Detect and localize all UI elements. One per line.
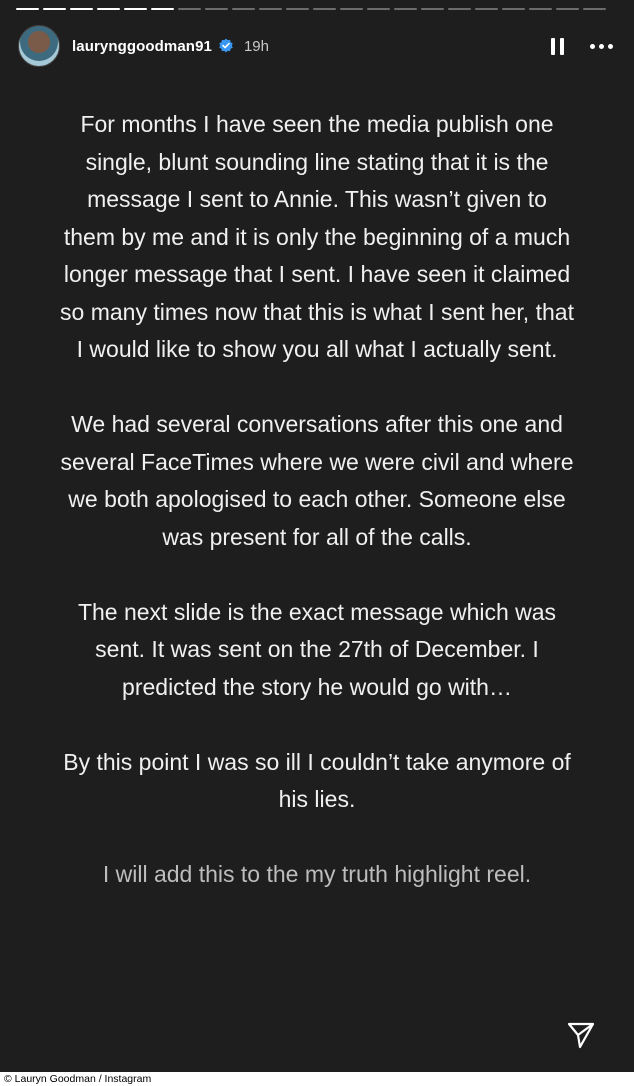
story-paragraph: We had several conversations after this one and several FaceTimes where we were civil and where we both apologised to each other. Someone else was present for all of the calls. [60, 411, 574, 550]
progress-segment [448, 8, 471, 10]
profile-avatar[interactable] [18, 25, 60, 67]
progress-segment [421, 8, 444, 10]
progress-segment [529, 8, 552, 10]
story-progress-bar [16, 8, 606, 10]
progress-segment [205, 8, 228, 10]
progress-segment [124, 8, 147, 10]
progress-segment [16, 8, 39, 10]
progress-segment [394, 8, 417, 10]
progress-segment [70, 8, 93, 10]
progress-segment [313, 8, 336, 10]
progress-segment [475, 8, 498, 10]
verified-badge-icon [218, 38, 234, 54]
story-paragraph: For months I have seen the media publish one single, blunt sounding line stating that it is the message I sent to Annie. This wasn’t given to them by me and it is only the beginning of a much longer message that I sent. I have seen it claimed so many times now that this is what I sent her, that I would like to show you all what I actually sent. [60, 111, 574, 362]
progress-segment [286, 8, 309, 10]
progress-segment [583, 8, 606, 10]
story-header [18, 26, 616, 66]
story-paragraph: I will add this to the my truth highlight reel. [102, 861, 532, 887]
progress-segment [97, 8, 120, 10]
story-paragraph: The next slide is the exact message which was sent. It was sent on the 27th of December. I predicted the story he would go with… [77, 598, 557, 700]
send-icon[interactable] [566, 1020, 596, 1050]
story-text-content [60, 106, 574, 931]
progress-segment [340, 8, 363, 10]
image-credit: © Lauryn Goodman / Instagram [0, 1072, 634, 1086]
story-timestamp: 19h [243, 37, 269, 55]
progress-segment [259, 8, 282, 10]
progress-segment [232, 8, 255, 10]
more-options-icon[interactable] [586, 35, 616, 57]
story-paragraph: By this point I was so ill I couldn’t take anymore of his lies. [63, 748, 571, 812]
progress-segment [556, 8, 579, 10]
progress-segment [367, 8, 390, 10]
progress-segment [178, 8, 201, 10]
username[interactable]: laurynggoodman91 [72, 37, 212, 55]
progress-segment [43, 8, 66, 10]
progress-segment [151, 8, 174, 10]
progress-segment [502, 8, 525, 10]
pause-icon[interactable] [546, 35, 568, 57]
